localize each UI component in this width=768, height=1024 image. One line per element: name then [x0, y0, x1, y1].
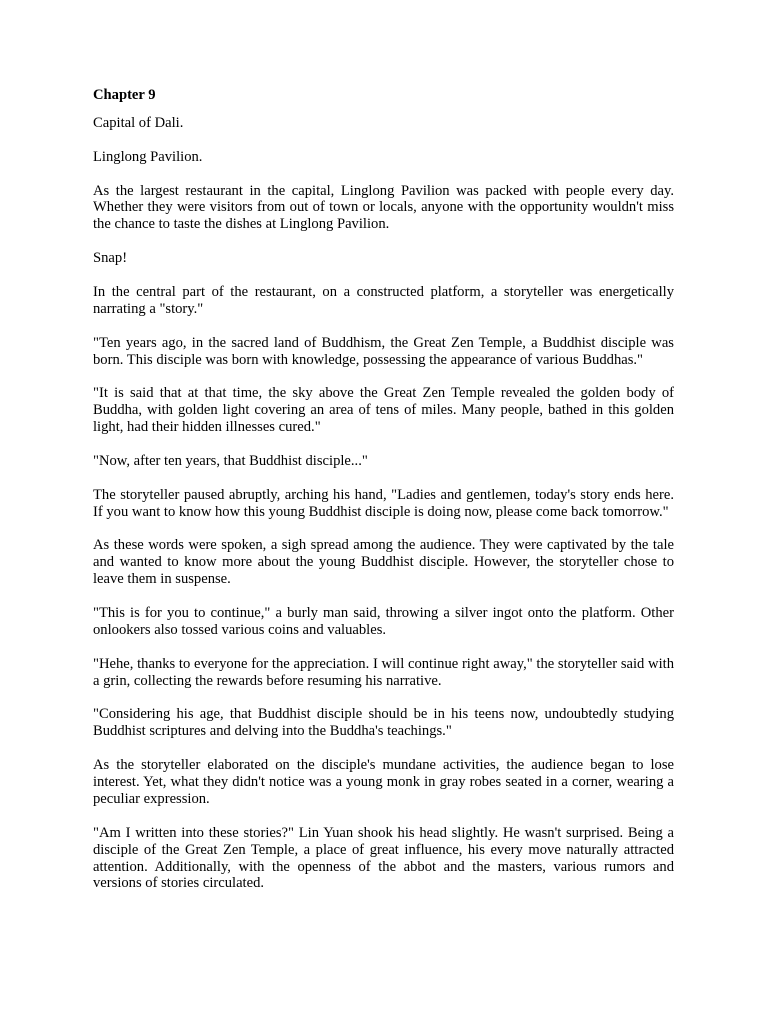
paragraph: "It is said that at that time, the sky above the Great Zen Temple revealed the golden body of Buddha, with golden light covering an area of tens of miles. Many people, bathed in this golden light, had their hidden illnesses cured." [93, 385, 674, 436]
paragraph: "This is for you to continue," a burly man said, throwing a silver ingot onto the platform. Other onlookers also tossed various coins and valuables. [93, 605, 674, 638]
paragraph: "Am I written into these stories?" Lin Yuan shook his head slightly. He wasn't surprised. Being a disciple of the Great Zen Temple, a place of great influence, his every move naturally attracted attention. Additionally, with the openness of the abbot and the masters, various rumors and versions of stories circulated. [93, 824, 674, 892]
paragraph: In the central part of the restaurant, on a constructed platform, a storyteller was energetically narrating a "story." [93, 283, 674, 317]
paragraph: Snap! [93, 250, 128, 267]
paragraph: The storyteller paused abruptly, arching his hand, "Ladies and gentlemen, today's story ends here. If you want to know how this young Buddhist disciple is doing now, please come back tomorrow." [93, 486, 674, 520]
paragraph: Linglong Pavilion. [93, 148, 203, 165]
paragraph: As these words were spoken, a sigh spread among the audience. They were captivated by the tale and wanted to know more about the young Buddhist disciple. However, the storyteller chose to leave them in suspense. [93, 537, 674, 588]
document-page [93, 87, 674, 909]
paragraph: "Ten years ago, in the sacred land of Buddhism, the Great Zen Temple, a Buddhist disciple was born. This disciple was born with knowledge, possessing the appearance of various Buddhas." [93, 334, 674, 368]
paragraph: "Considering his age, that Buddhist disciple should be in his teens now, undoubtedly studying Buddhist scriptures and delving into the Buddha's teachings." [93, 706, 674, 740]
paragraph: As the storyteller elaborated on the disciple's mundane activities, the audience began to lose interest. Yet, what they didn't notice was a young monk in gray robes seated in a corner, wearing a peculiar expression. [93, 757, 674, 807]
paragraph: "Hehe, thanks to everyone for the appreciation. I will continue right away," the storyteller said with a grin, collecting the rewards before resuming his narrative. [93, 655, 674, 689]
paragraph: Capital of Dali. [93, 114, 184, 131]
chapter-title: Chapter 9 [93, 87, 156, 103]
paragraph: "Now, after ten years, that Buddhist disciple..." [93, 452, 368, 469]
paragraph: As the largest restaurant in the capital, Linglong Pavilion was packed with people every day. Whether they were visitors from out of town or locals, anyone with the opportunity wouldn't miss the chance to taste the dishes at Linglong Pavilion. [93, 182, 674, 233]
